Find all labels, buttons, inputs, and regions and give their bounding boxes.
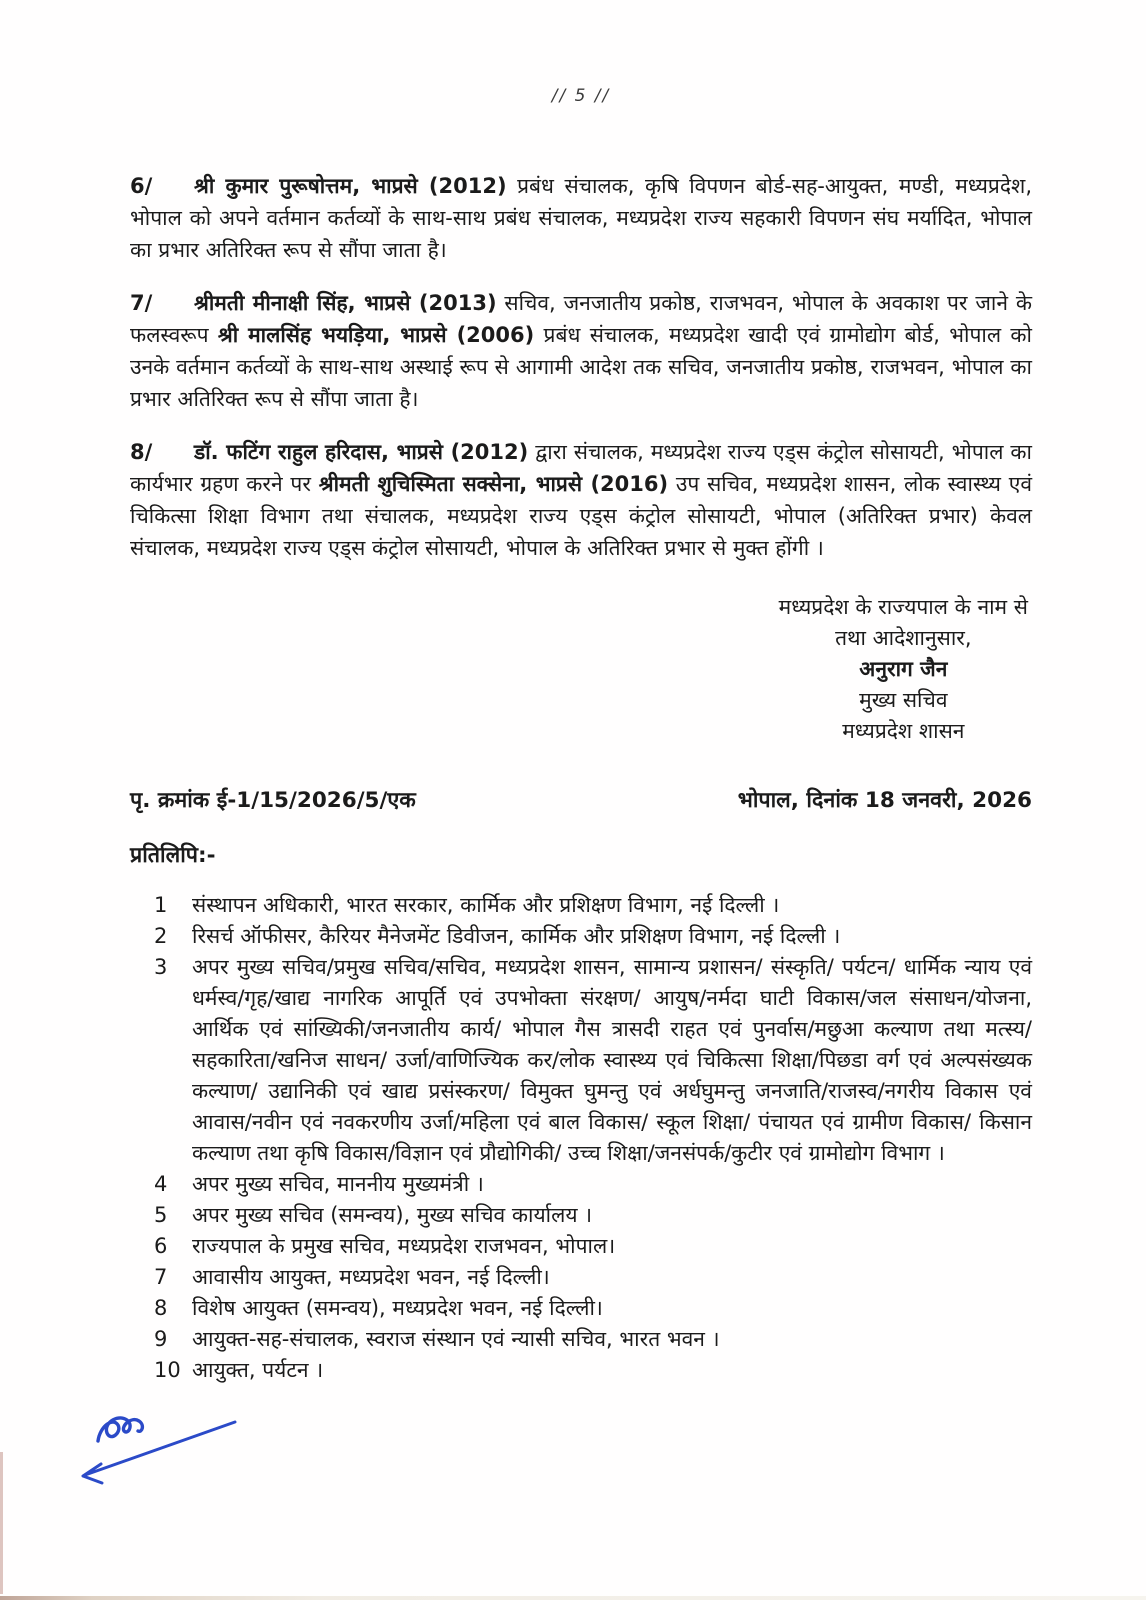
copy-item-text: आयुक्त, पर्यटन । bbox=[192, 1358, 324, 1382]
officer-name-bold: श्री मालसिंह भयड़िया, भाप्रसे (2006) bbox=[217, 323, 535, 347]
officer-name-bold: श्रीमती शुचिस्मिता सक्सेना, भाप्रसे (2016) bbox=[318, 472, 669, 496]
paragraph-text: प्रबंध संचालक, मध्यप्रदेश खादी एवं ग्रामोद्योग बोर्ड, भोपाल को उनके वर्तमान कर्तव्यों के साथ-साथ अस्थाई रूप से आगामी आदेश तक सचिव, जनजातीय प्रकोष्ठ, राजभवन, भोपाल का प्रभार अतिरिक्त रूप से सौंपा जाता है। bbox=[130, 323, 1032, 411]
place-and-date: भोपाल, दिनांक 18 जनवरी, 2026 bbox=[737, 788, 1032, 813]
copy-list-item bbox=[154, 1324, 1032, 1355]
copy-list-item bbox=[154, 1262, 1032, 1293]
copy-item-number: 4 bbox=[154, 1172, 168, 1196]
order-paragraph-8 bbox=[130, 436, 1032, 564]
copy-item-text: अपर मुख्य सचिव (समन्वय), मुख्य सचिव कार्यालय । bbox=[192, 1203, 593, 1227]
signature-scribble-svg bbox=[72, 1400, 252, 1490]
signature-block bbox=[779, 592, 1028, 747]
signature-order-line: तथा आदेशानुसार, bbox=[835, 626, 972, 650]
paragraph-number: 7/ bbox=[130, 291, 153, 315]
officer-name-bold: श्रीमती मीनाक्षी सिंह, भाप्रसे (2013) bbox=[194, 291, 497, 315]
scan-edge-artifact-bottom bbox=[0, 1596, 1146, 1600]
order-paragraph-6 bbox=[130, 170, 1032, 266]
officer-name-bold: डॉ. फटिंग राहुल हरिदास, भाप्रसे (2012) bbox=[194, 440, 529, 464]
paragraph-number: 8/ bbox=[130, 440, 153, 464]
copy-item-text: रिसर्च ऑफीसर, कैरियर मैनेजमेंट डिवीजन, कार्मिक और प्रशिक्षण विभाग, नई दिल्ली । bbox=[192, 924, 841, 948]
copy-list-item bbox=[154, 1200, 1032, 1231]
order-paragraphs bbox=[130, 170, 1032, 564]
copy-list-item bbox=[154, 1231, 1032, 1262]
copy-item-number: 8 bbox=[154, 1296, 168, 1320]
order-paragraph-7 bbox=[130, 287, 1032, 415]
copy-item-text: अपर मुख्य सचिव/प्रमुख सचिव/सचिव, मध्यप्रदेश शासन, सामान्य प्रशासन/ संस्कृति/ पर्यटन/ धार्मिक न्याय एवं धर्मस्व/गृह/खाद्य नागरिक आपूर्ति एवं उपभोक्ता संरक्षण/ आयुष/नर्मदा घाटी विकास/जल संसाधन/योजना, आर्थिक एवं सांख्यिकी/जनजातीय कार्य/ भोपाल गैस त्रासदी राहत एवं पुनर्वास/मछुआ कल्याण तथा मत्स्य/सहकारिता/खनिज साधन/ उर्जा/वाणिज्यिक कर/लोक स्वास्थ्य एवं चिकित्सा शिक्षा/पिछडा वर्ग एवं अल्पसंख्यक कल्याण/ उद्यानिकी एवं खाद्य प्रसंस्करण/ विमुक्त घुमन्तु एवं अर्धघुमन्तु जनजाति/राजस्व/नगरीय विकास एवं आवास/नवीन एवं नवकरणीय उर्जा/महिला एवं बाल विकास/ स्कूल शिक्षा/ पंचायत एवं ग्रामीण विकास/ किसान कल्याण तथा कृषि विकास/विज्ञान एवं प्रौद्योगिकी/ उच्च शिक्षा/जनसंपर्क/कुटीर एवं ग्रामोद्योग विभाग । bbox=[192, 955, 1032, 1165]
signature-squiggle bbox=[98, 1418, 142, 1441]
copy-list bbox=[130, 890, 1032, 1386]
copy-item-number: 5 bbox=[154, 1203, 168, 1227]
paragraph-text: सचिव, जनजातीय प्रकोष्ठ, राजभवन, भोपाल के अवकाश पर जाने के फलस्वरूप bbox=[130, 291, 1032, 347]
signatory-organization: मध्यप्रदेश शासन bbox=[842, 719, 965, 743]
handwritten-initials-arrow-icon bbox=[72, 1400, 1032, 1490]
copy-item-number: 1 bbox=[154, 893, 168, 917]
signatory-designation: मुख्य सचिव bbox=[859, 688, 948, 712]
paragraph-text: उप सचिव, मध्यप्रदेश शासन, लोक स्वास्थ्य एवं चिकित्सा शिक्षा विभाग तथा संचालक, मध्यप्रदेश राज्य एड्स कंट्रोल सोसायटी, भोपाल (अतिरिक्त प्रभार) केवल संचालक, मध्यप्रदेश राज्य एड्स कंट्रोल सोसायटी, भोपाल के अतिरिक्त प्रभार से मुक्त होंगी । bbox=[130, 472, 1033, 560]
copy-item-text: अपर मुख्य सचिव, माननीय मुख्यमंत्री । bbox=[192, 1172, 484, 1196]
reference-row bbox=[130, 785, 1032, 814]
scan-edge-artifact-left bbox=[0, 1452, 3, 1594]
copy-item-text: विशेष आयुक्त (समन्वय), मध्यप्रदेश भवन, नई दिल्ली। bbox=[192, 1296, 603, 1320]
copy-item-number: 2 bbox=[154, 924, 168, 948]
copy-item-number: 6 bbox=[154, 1234, 168, 1258]
signatory-name: अनुराग जैन bbox=[859, 657, 948, 681]
copy-heading: प्रतिलिपि:- bbox=[130, 843, 216, 868]
copy-item-number: 7 bbox=[154, 1265, 168, 1289]
copy-list-item bbox=[154, 921, 1032, 952]
copy-list-item bbox=[154, 890, 1032, 921]
copy-item-number: 3 bbox=[154, 955, 168, 979]
copy-item-text: आवासीय आयुक्त, मध्यप्रदेश भवन, नई दिल्ली। bbox=[192, 1265, 550, 1289]
paragraph-text: द्वारा संचालक, मध्यप्रदेश राज्य एड्स कंट्रोल सोसायटी, भोपाल का कार्यभार ग्रहण करने पर bbox=[130, 440, 1032, 496]
page-number: // 5 // bbox=[551, 86, 611, 106]
reference-number: पृ. क्रमांक ई-1/15/2026/5/एक bbox=[130, 788, 416, 813]
copy-list-item bbox=[154, 1355, 1032, 1386]
copy-list-item bbox=[154, 1293, 1032, 1324]
copy-item-number: 10 bbox=[154, 1358, 181, 1382]
paragraph-text: प्रबंध संचालक, कृषि विपणन बोर्ड-सह-आयुक्त, मण्डी, मध्यप्रदेश, भोपाल को अपने वर्तमान कर्तव्यों के साथ-साथ प्रबंध संचालक, मध्यप्रदेश राज्य सहकारी विपणन संघ मर्यादित, भोपाल का प्रभार अतिरिक्त रूप से सौंपा जाता है। bbox=[130, 174, 1032, 262]
copy-list-item bbox=[154, 1169, 1032, 1200]
officer-name-bold: श्री कुमार पुरूषोत्तम, भाप्रसे (2012) bbox=[194, 174, 507, 198]
copy-item-number: 9 bbox=[154, 1327, 168, 1351]
copy-item-text: राज्यपाल के प्रमुख सचिव, मध्यप्रदेश राजभवन, भोपाल। bbox=[192, 1234, 616, 1258]
copy-item-text: आयुक्त-सह-संचालक, स्वराज संस्थान एवं न्यासी सचिव, भारत भवन । bbox=[192, 1327, 720, 1351]
copy-item-text: संस्थापन अधिकारी, भारत सरकार, कार्मिक और प्रशिक्षण विभाग, नई दिल्ली । bbox=[192, 893, 780, 917]
paragraph-number: 6/ bbox=[130, 174, 153, 198]
signature-authority-line: मध्यप्रदेश के राज्यपाल के नाम से bbox=[778, 595, 1028, 619]
copy-list-item bbox=[154, 952, 1032, 1169]
